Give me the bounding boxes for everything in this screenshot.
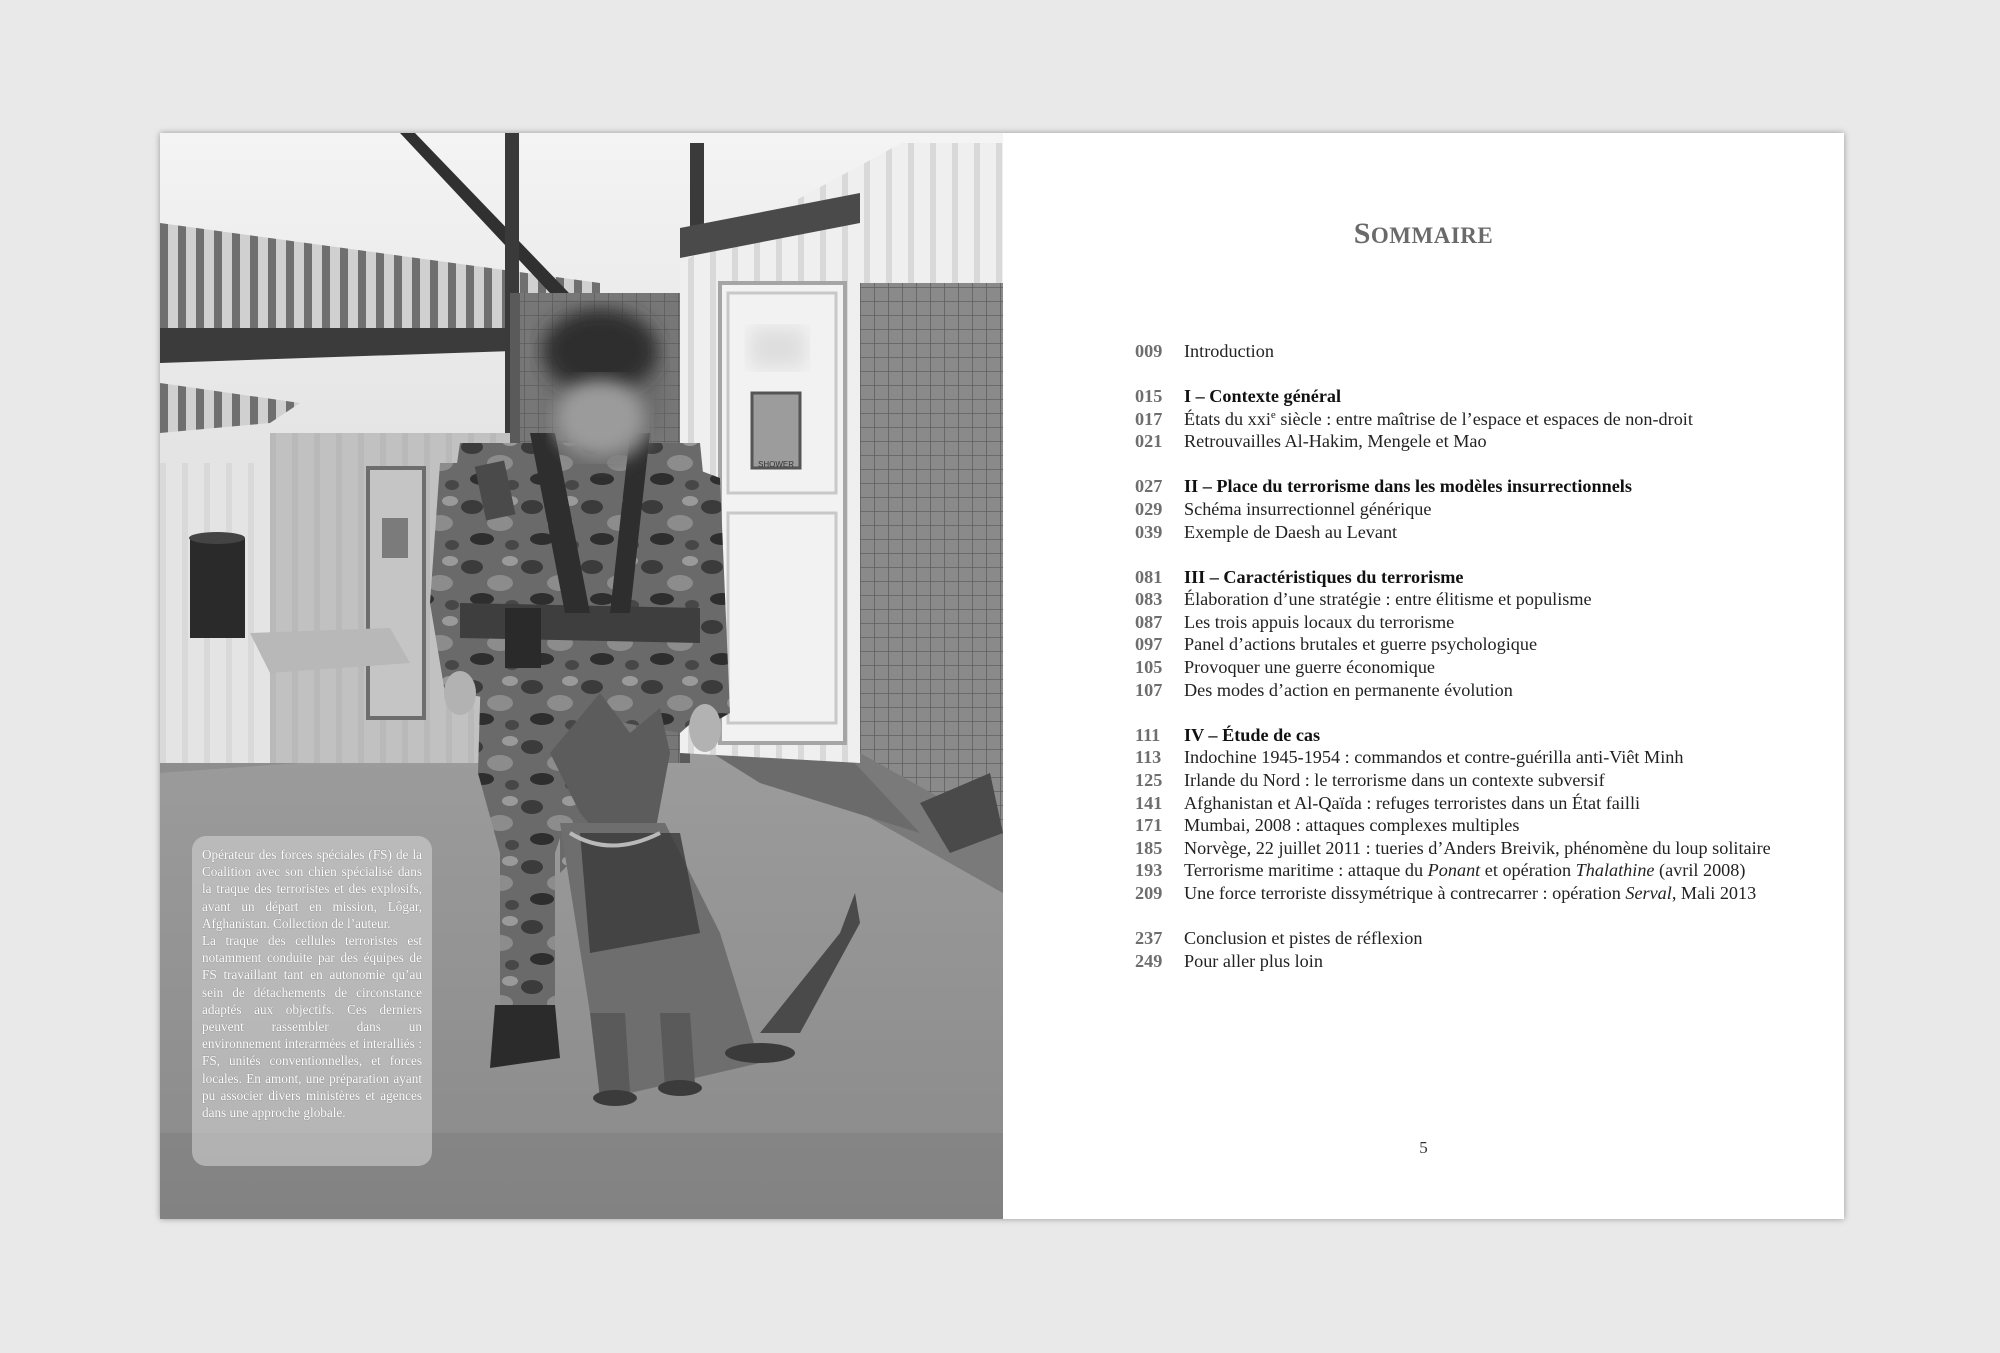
toc-text-part: Mumbai, 2008 : attaques complexes multiples bbox=[1184, 815, 1520, 836]
toc-text-italic: Serval bbox=[1625, 882, 1672, 903]
toc-page-number: 021 bbox=[1135, 431, 1163, 452]
toc-page-number: 113 bbox=[1135, 747, 1162, 768]
toc-entry bbox=[1135, 680, 1835, 703]
toc-page-number: 027 bbox=[1135, 476, 1163, 497]
toc-entry bbox=[1135, 815, 1835, 838]
toc-entry-title bbox=[1184, 793, 1640, 814]
toc-text-part: et opération bbox=[1480, 860, 1576, 881]
toc-text-part: Des modes d’action en permanente évolution bbox=[1184, 679, 1513, 700]
toc-entry-title bbox=[1184, 522, 1397, 543]
toc-entry-title bbox=[1184, 589, 1592, 610]
toc-entry bbox=[1135, 883, 1835, 906]
toc-text-part: Introduction bbox=[1184, 341, 1274, 361]
toc-text-part: Pour aller plus loin bbox=[1184, 950, 1323, 971]
toc-entry-title bbox=[1184, 567, 1464, 588]
toc-text-part: Irlande du Nord : le terrorisme dans un contexte subversif bbox=[1184, 769, 1605, 790]
page-number: 5 bbox=[1419, 1138, 1428, 1157]
toc-entry-title bbox=[1184, 883, 1756, 904]
toc-text-part: Panel d’actions brutales et guerre psychologique bbox=[1184, 634, 1538, 655]
toc-entry bbox=[1135, 747, 1835, 770]
book-spread bbox=[160, 133, 1844, 1219]
toc-page-number: 111 bbox=[1135, 724, 1161, 745]
toc-text-part: Afghanistan et Al-Qaïda : refuges terroristes dans un État failli bbox=[1184, 792, 1641, 813]
toc-part-heading bbox=[1135, 725, 1835, 748]
toc-text-part: II – Place du terrorisme dans les modèles insurrectionnels bbox=[1184, 476, 1632, 497]
toc-entry bbox=[1135, 499, 1835, 522]
toc-page-number: 039 bbox=[1135, 521, 1163, 542]
toc-entry-title bbox=[1184, 341, 1274, 362]
toc-text-italic: Thalathine bbox=[1575, 860, 1655, 881]
toc-text-part: Retrouvailles Al-Hakim, Mengele et Mao bbox=[1184, 431, 1487, 452]
toc-entry bbox=[1135, 589, 1835, 612]
toc-entry bbox=[1135, 522, 1835, 545]
toc-text-part: siècle : entre maîtrise de l’espace et espaces de non-droit bbox=[1275, 408, 1693, 429]
left-page bbox=[160, 133, 1003, 1219]
toc-entry bbox=[1135, 951, 1835, 974]
toc-page-number: 009 bbox=[1135, 341, 1163, 361]
toc-page-number: 107 bbox=[1135, 679, 1163, 700]
toc-title bbox=[1003, 217, 1844, 251]
toc-entry-title bbox=[1184, 860, 1745, 881]
toc-page-number: 015 bbox=[1135, 386, 1163, 407]
toc-page-number: 083 bbox=[1135, 589, 1163, 610]
toc-entry-title bbox=[1184, 409, 1693, 430]
toc-page-number: 171 bbox=[1135, 815, 1163, 836]
toc-text-part: I – Contexte général bbox=[1184, 386, 1342, 407]
toc-page-number: 081 bbox=[1135, 566, 1163, 587]
toc-text-part: Schéma insurrectionnel générique bbox=[1184, 498, 1432, 519]
toc-entry-title bbox=[1184, 386, 1341, 407]
toc-entry-title bbox=[1184, 431, 1487, 452]
toc-entry bbox=[1135, 793, 1835, 816]
toc-page-number: 237 bbox=[1135, 927, 1163, 948]
toc-text-part: Une force terroriste dissymétrique à contrecarrer : opération bbox=[1184, 882, 1626, 903]
toc-text-part: Norvège, 22 juillet 2011 : tueries d’Anders Breivik, phénomène du loup solitaire bbox=[1184, 837, 1771, 858]
toc-page-number: 141 bbox=[1135, 792, 1163, 813]
photo-caption-box bbox=[192, 836, 432, 1166]
toc-text-part: Terrorisme maritime : attaque du bbox=[1184, 860, 1428, 881]
toc-text-part: III – Caractéristiques du terrorisme bbox=[1184, 566, 1464, 587]
toc-entry bbox=[1135, 612, 1835, 635]
toc-text-part: Provoquer une guerre économique bbox=[1184, 657, 1436, 678]
toc-entry-title bbox=[1184, 680, 1513, 701]
toc-entry-title bbox=[1184, 476, 1632, 497]
toc-entry bbox=[1135, 770, 1835, 793]
toc-entry-title bbox=[1184, 838, 1771, 859]
toc-title-rest: OMMAIRE bbox=[1370, 223, 1494, 248]
toc-entry-title bbox=[1184, 725, 1320, 746]
toc-entry bbox=[1135, 431, 1835, 454]
caption-paragraph-1: Opérateur des forces spéciales (FS) de la Coalition avec son chien spécialisé dans la traque des terroristes et des explosifs, avant un départ en mission, Lôgar, Afghanistan. Collection de l’auteur. bbox=[202, 847, 422, 931]
toc-page-number: 193 bbox=[1135, 860, 1163, 881]
toc-title-initial: S bbox=[1353, 217, 1371, 250]
toc-text-part: États du xxi bbox=[1184, 408, 1271, 429]
toc-part-heading bbox=[1135, 386, 1835, 409]
toc-text-superscript: e bbox=[1270, 408, 1276, 421]
toc-page-number: 185 bbox=[1135, 837, 1163, 858]
toc-page-number: 087 bbox=[1135, 611, 1163, 632]
toc-text-italic: Ponant bbox=[1427, 860, 1481, 881]
toc-entry-title bbox=[1184, 499, 1431, 520]
toc-entry-title bbox=[1184, 951, 1323, 972]
toc-entry-title bbox=[1184, 747, 1683, 768]
toc-part-heading bbox=[1135, 476, 1835, 499]
toc-text-part: IV – Étude de cas bbox=[1184, 724, 1321, 745]
toc-text-part: Exemple de Daesh au Levant bbox=[1184, 521, 1398, 542]
toc-text-part: , Mali 2013 bbox=[1671, 882, 1757, 903]
toc-part-heading bbox=[1135, 567, 1835, 590]
caption-paragraph-2: La traque des cellules terroristes est notamment conduite par des équipes de FS travaillant tant en autonomie qu’au sein de détachements de circonstance adaptés aux objectifs. Ces derniers peuvent rassembler dans un environnement interarmées et interalliés : FS, unités conventionnelles, et forces locales. En amont, une préparation ayant pu associer divers ministères et agences dans une approche globale. bbox=[202, 933, 422, 1121]
toc-entry-title bbox=[1184, 634, 1537, 655]
toc-entry-title bbox=[1184, 928, 1422, 949]
toc-text-part: (avril 2008) bbox=[1654, 860, 1746, 881]
toc-page-number: 125 bbox=[1135, 769, 1163, 790]
toc-page-number: 209 bbox=[1135, 882, 1163, 903]
door-sign-text: SHOWER bbox=[758, 460, 794, 469]
toc-page-number: 017 bbox=[1135, 408, 1163, 429]
toc-entry bbox=[1135, 657, 1835, 680]
toc-entry-title bbox=[1184, 770, 1605, 791]
toc-text-part: Élaboration d’une stratégie : entre élitisme et populisme bbox=[1184, 589, 1592, 610]
toc-page-number: 249 bbox=[1135, 950, 1163, 971]
toc-entry-title bbox=[1184, 815, 1519, 836]
toc-entry bbox=[1135, 860, 1835, 883]
toc-entry-title bbox=[1184, 657, 1435, 678]
toc-text-part: Indochine 1945-1954 : commandos et contre-guérilla anti-Viêt Minh bbox=[1184, 747, 1684, 768]
toc-entry bbox=[1135, 928, 1835, 951]
toc-entry bbox=[1135, 634, 1835, 657]
toc-entry bbox=[1135, 341, 1835, 364]
toc-page-number: 105 bbox=[1135, 657, 1163, 678]
toc-entry bbox=[1135, 838, 1835, 861]
table-of-contents bbox=[1135, 341, 1835, 973]
toc-entry-title bbox=[1184, 612, 1454, 633]
toc-page-number: 097 bbox=[1135, 634, 1163, 655]
right-page bbox=[1003, 133, 1844, 1219]
toc-entry bbox=[1135, 409, 1835, 432]
toc-page-number: 029 bbox=[1135, 498, 1163, 519]
toc-text-part: Les trois appuis locaux du terrorisme bbox=[1184, 611, 1455, 632]
toc-text-part: Conclusion et pistes de réflexion bbox=[1184, 927, 1423, 948]
